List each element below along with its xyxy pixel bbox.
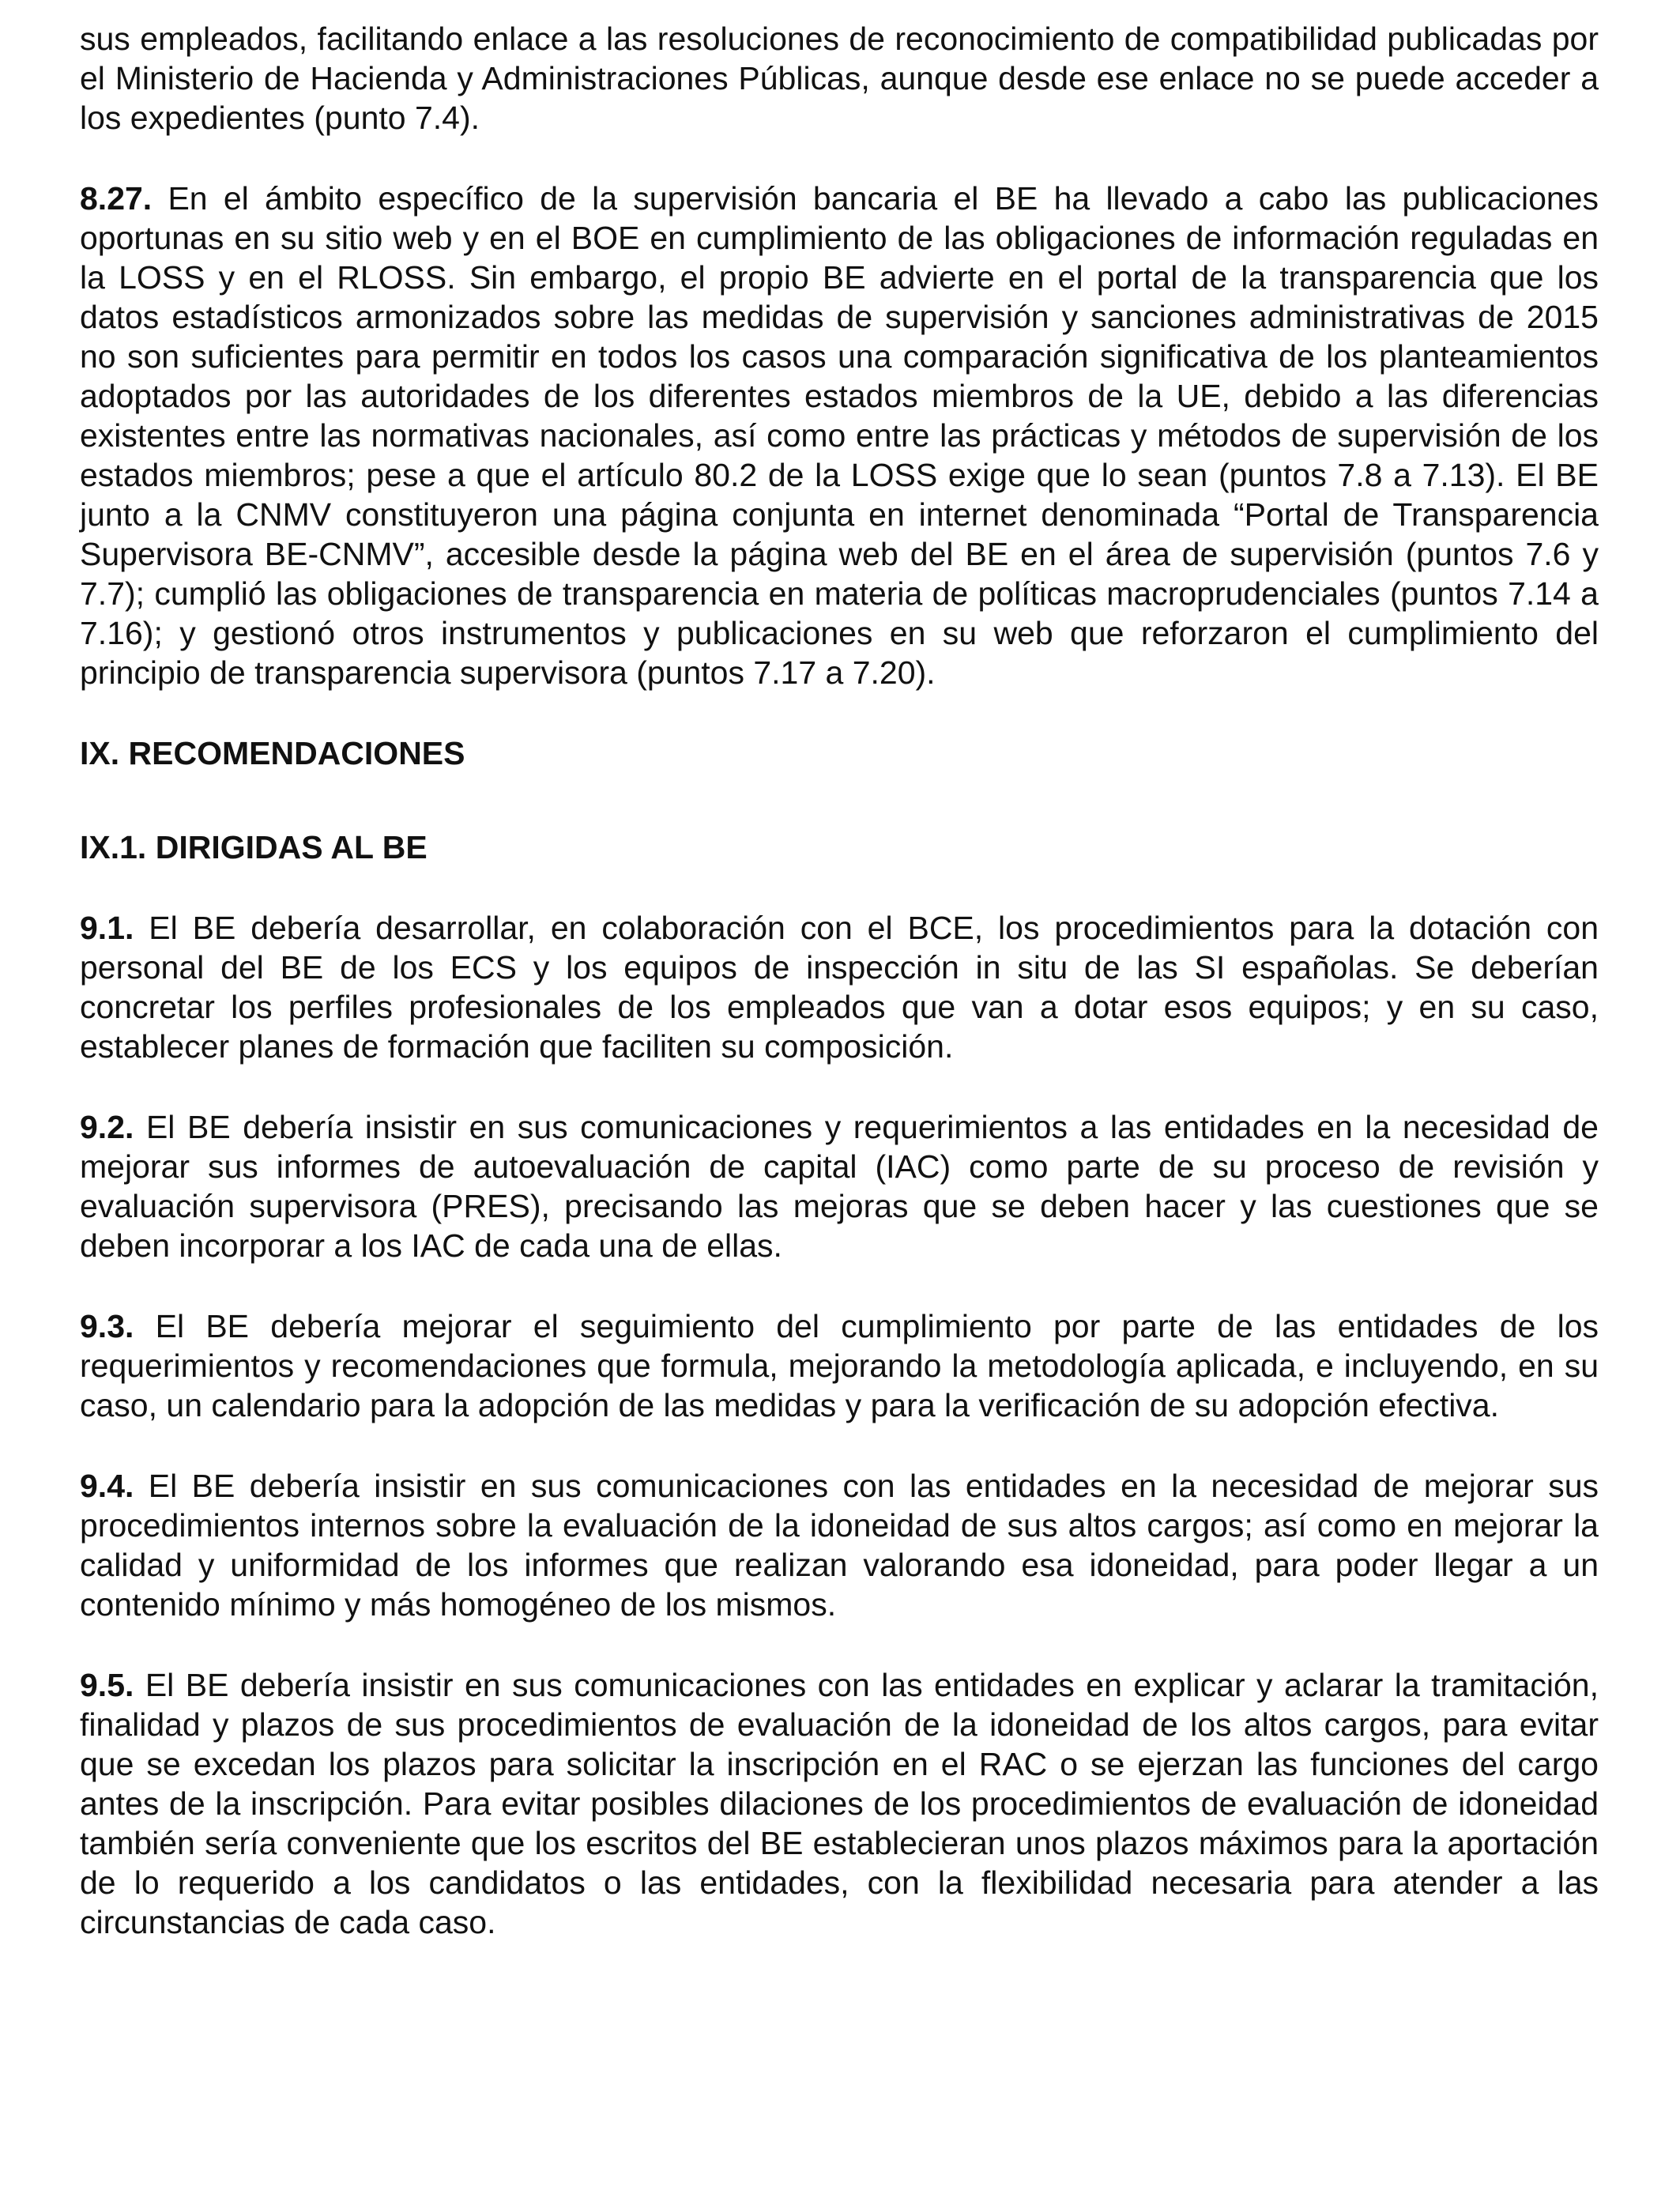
- intro-text: sus empleados, facilitando enlace a las resoluciones de reconocimiento de compatibilidad publicadas por el Ministerio de Hacienda y Administraciones Públicas, aunque desde ese enlace no se puede acceder a los expedientes (punto 7.4).: [80, 21, 1599, 136]
- recommendation-text: El BE debería mejorar el seguimiento del cumplimiento por parte de las entidades de los requerimientos y recomendaciones que formula, mejorando la metodología aplicada, e incluyendo, en su caso, un calendario para la adopción de las medidas y para la verificación de su adopción efectiva.: [80, 1308, 1599, 1423]
- paragraph-8-27: [80, 179, 1599, 692]
- paragraph-number: 8.27.: [80, 180, 153, 217]
- recommendation-9-1: [80, 908, 1599, 1066]
- recommendation-text: El BE debería desarrollar, en colaboración con el BCE, los procedimientos para la dotación con personal del BE de los ECS y los equipos de inspección in situ de las SI españolas. Se deberían concretar los perfiles profesionales de los empleados que van a dotar esos equipos; y en su caso, establecer planes de formación que faciliten su composición.: [80, 910, 1599, 1065]
- recommendation-text: El BE debería insistir en sus comunicaciones y requerimientos a las entidades en la necesidad de mejorar sus informes de autoevaluación de capital (IAC) como parte de su proceso de revisión y evaluación supervisora (PRES), precisando las mejoras que se deben hacer y las cuestiones que se deben incorporar a los IAC de cada una de ellas.: [80, 1109, 1599, 1264]
- recommendation-number: 9.1.: [80, 910, 134, 946]
- recommendation-9-2: [80, 1107, 1599, 1265]
- recommendation-number: 9.4.: [80, 1468, 134, 1504]
- section-heading: IX. RECOMENDACIONES: [80, 735, 465, 771]
- subsection-heading: IX.1. DIRIGIDAS AL BE: [80, 829, 428, 865]
- recommendation-9-4: [80, 1466, 1599, 1624]
- recommendation-number: 9.3.: [80, 1308, 134, 1344]
- recommendation-9-3: [80, 1306, 1599, 1425]
- recommendation-number: 9.2.: [80, 1109, 134, 1145]
- recommendation-text: El BE debería insistir en sus comunicaciones con las entidades en explicar y aclarar la tramitación, finalidad y plazos de sus procedimientos de evaluación de la idoneidad de los altos cargos, para evitar que se excedan los plazos para solicitar la inscripción en el RAC o se ejerzan las funciones del cargo antes de la inscripción. Para evitar posibles dilaciones de los procedimientos de evaluación de idoneidad también sería conveniente que los escritos del BE establecieran unos plazos máximos para la aportación de lo requerido a los candidatos o las entidades, con la flexibilidad necesaria para atender a las circunstancias de cada caso.: [80, 1667, 1599, 1940]
- recommendation-9-5: [80, 1665, 1599, 1942]
- document-page: [80, 19, 1599, 1942]
- paragraph-text: En el ámbito específico de la supervisión bancaria el BE ha llevado a cabo las publicaciones oportunas en su sitio web y en el BOE en cumplimiento de las obligaciones de información reguladas en la LOSS y en el RLOSS. Sin embargo, el propio BE advierte en el portal de la transparencia que los datos estadísticos armonizados sobre las medidas de supervisión y sanciones administrativas de 2015 no son suficientes para permitir en todos los casos una comparación significativa de los planteamientos adoptados por las autoridades de los diferentes estados miembros de la UE, debido a las diferencias existentes entre las normativas nacionales, así como entre las prácticas y métodos de supervisión de los estados miembros; pese a que el artículo 80.2 de la LOSS exige que lo sean (puntos 7.8 a 7.13). El BE junto a la CNMV constituyeron una página conjunta en internet denominada “Portal de Transparencia Supervisora BE-CNMV”, accesible desde la página web del BE en el área de supervisión (puntos 7.6 y 7.7); cumplió las obligaciones de transparencia en materia de políticas macroprudenciales (puntos 7.14 a 7.16); y gestionó otros instrumentos y publicaciones en su web que reforzaron el cumplimiento del principio de transparencia supervisora (puntos 7.17 a 7.20).: [80, 180, 1599, 691]
- recommendation-number: 9.5.: [80, 1667, 134, 1703]
- recommendation-text: El BE debería insistir en sus comunicaciones con las entidades en la necesidad de mejorar sus procedimientos internos sobre la evaluación de la idoneidad de sus altos cargos; así como en mejorar la calidad y uniformidad de los informes que realizan valorando esa idoneidad, para poder llegar a un contenido mínimo y más homogéneo de los mismos.: [80, 1468, 1599, 1623]
- intro-paragraph: [80, 19, 1599, 138]
